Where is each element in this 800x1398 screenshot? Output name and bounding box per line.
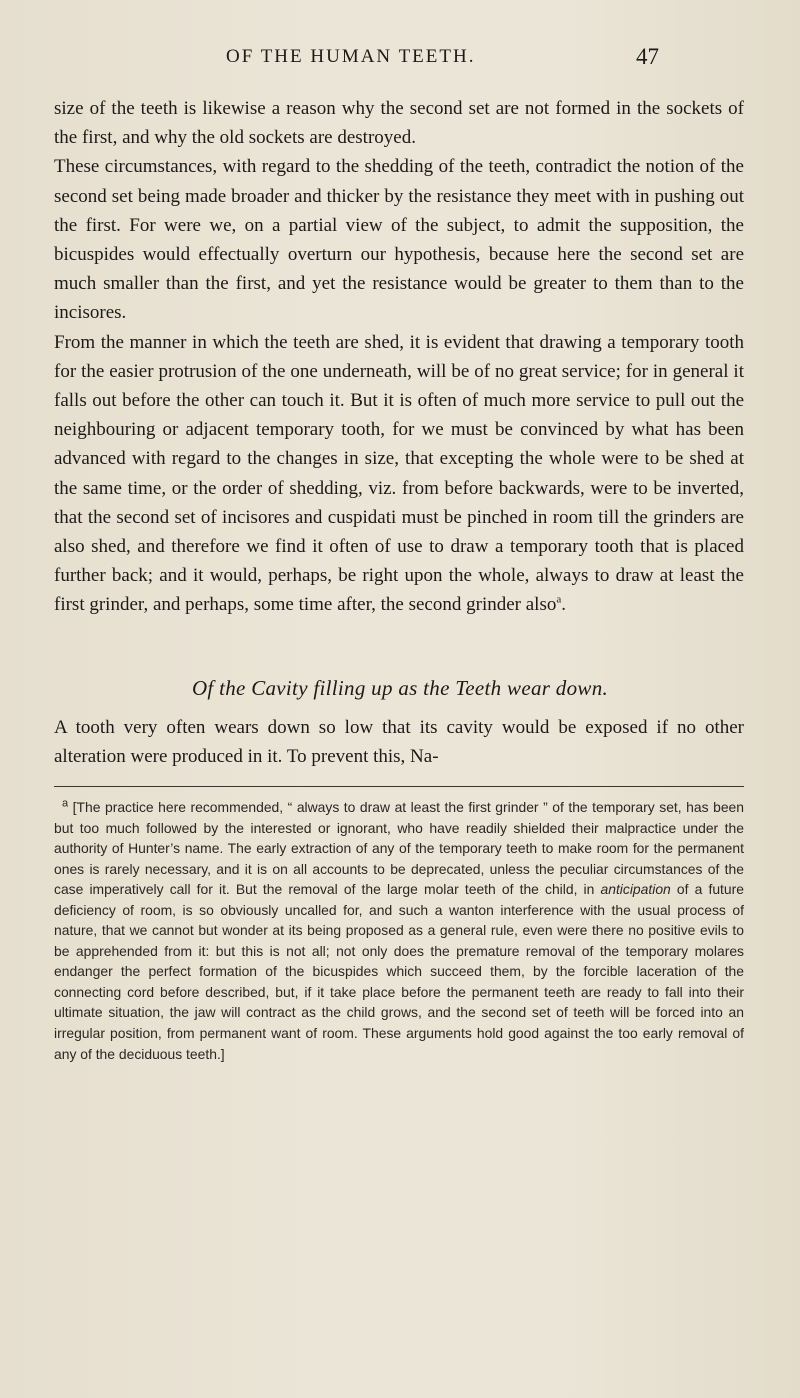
page-header [0,44,800,84]
footnote-divider [54,786,744,787]
footnote [54,797,744,1064]
footnote-text-continued: of a future deficiency of room, is so obviously uncalled for, and such a wanton interference with the usual process of nature, that we cannot but wonder at its being proposed as a general rule, even were there no positive evils to be apprehended from it: but this is not all; not only does the premature removal of the temporary molares endanger the perfect formation of the bicuspides which succeed them, by the forcible laceration of the connecting cord before described, but, if it take place before the permanent teeth are ready to fall into their ultimate situation, the jaw will contract as the child grows, and the second set of teeth will be forced into an irregular position, from permanent want of room. These arguments hold good against the too early removal of any of the deciduous teeth.] [54,881,744,1062]
page-number: 47 [636,44,659,69]
paragraph-shedding: From the manner in which the teeth are shed, it is evident that drawing a temporary tooth for the easier protrusion of the one underneath, will be of no great service; for in general it falls out before the other can touch it. But it is often of much more service to pull out the neighbouring or adjacent temporary tooth, for we must be convinced by what has been advanced with regard to the changes in size, that excepting the whole were to be shed at the same time, or the order of shedding, viz. from before backwards, were to be inverted, that the second set of incisores and cuspidati must be pinched in room till the grinders are also shed, and therefore we find it often of use to draw a temporary tooth that is placed further back; and it would, perhaps, be right upon the whole, always to draw at least the first grinder, and perhaps, some time after, the second grinder also$^a$. [54,331,744,616]
section-text [54,713,744,771]
footnote-text: [The practice here recommended, “ always to draw at least the first grinder ” of the temporary set, has been but too much followed by the interested or ignorant, who have readily shielded their malpractice under the authority of Hunter’s name. The early extraction of any of the temporary teeth to make room for the permanent ones is rarely necessary, and it is on all accounts to be deprecated, unless the peculiar circumstances of the case imperatively call for it. But the removal of the large molar teeth of the child, in [54,799,744,898]
footnote-reference: a [556,594,562,607]
paragraph-continuation: size of the teeth is likewise a reason why the second set are not formed in the sockets of the first, and why the old sockets are destroyed. [54,98,744,149]
footnote-emphasis: anticipation [600,881,671,898]
section-heading: Of the Cavity filling up as the Teeth wear down. [191,676,609,700]
footnote-marker-letter: a [62,797,69,810]
paragraph-circumstances: These circumstances, with regard to the shedding of the teeth, contradict the notion of the second set being made broader and thicker by the resistance they meet with in pushing out the first. For were we, on a partial view of the subject, to admit the supposition, the bicuspides would effectually overturn our hypothesis, because here the second set are much smaller than the first, and yet the resistance would be greater to them than to the incisores. [54,156,744,324]
running-head: OF THE HUMAN TEETH. [226,46,476,67]
footnote-marker [54,799,68,815]
paragraph-shedding-text: From the manner in which the teeth are shed, it is evident that drawing a temporary tooth for the easier protrusion of the one underneath, will be of no great service; for in general it falls out before the other can touch it. But it is often of much more service to pull out the neighbouring or adjacent temporary tooth, for we must be convinced by what has been advanced with regard to the changes in size, that excepting the whole were to be shed at the same time, or the order of shedding, viz. from before backwards, were to be inverted, that the second set of incisores and cuspidati must be pinched in room till the grinders are also shed, and therefore we find it often of use to draw a temporary tooth that is placed further back; and it would, perhaps, be right upon the whole, always to draw at least the first grinder, and perhaps, some time after, the second grinder also [54,331,744,616]
paragraph-cavity: A tooth very often wears down so low that its cavity would be exposed if no other alteration were produced in it. To prevent this, Na- [54,717,744,768]
main-text [54,94,744,620]
